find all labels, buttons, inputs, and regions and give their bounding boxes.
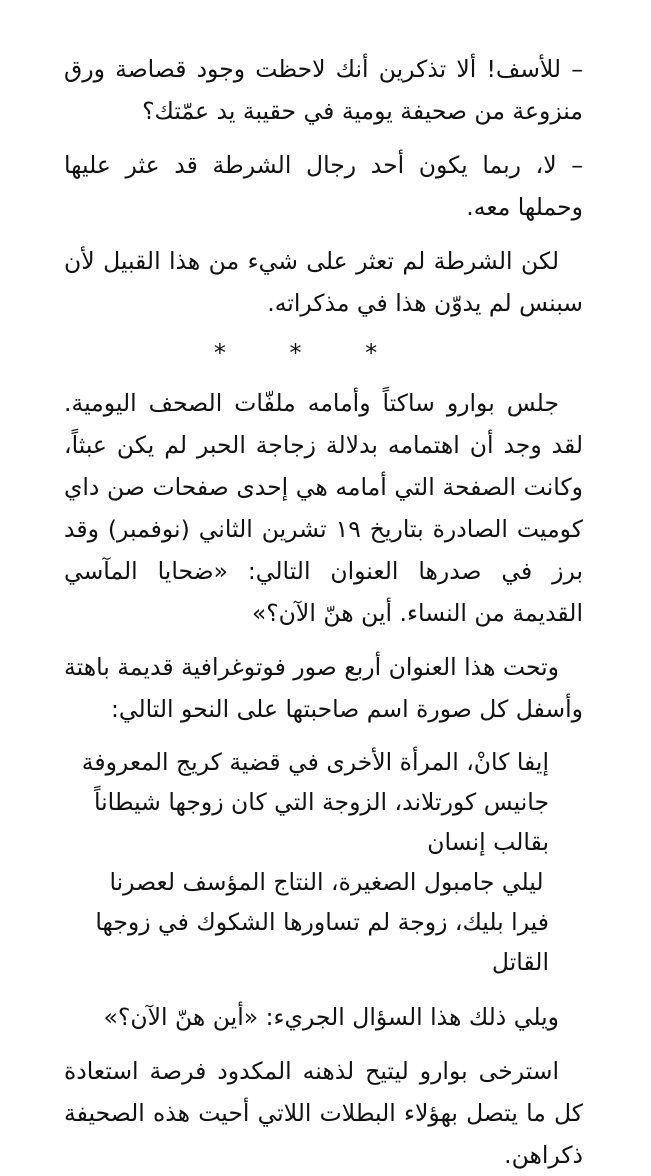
list-item: إيفا كانْ، المرأة الأخرى في قضية كريج المعروفة [81,748,549,776]
dialogue-paragraph-1: – للأسف! ألا تذكرين أنك لاحظت وجود قصاصة ورق منزوعة من صحيفة يومية في حقيبة يد عمّتك؟ [64,55,583,125]
photo-caption-list [64,742,583,982]
narrative-paragraph-5: استرخى بوارو ليتيح لذهنه المكدود فرصة استعادة كل ما يتصل بهؤلاء البطلات اللاتي أحيت هذه الصحيفة ذكراهن. [64,1057,583,1169]
narrative-paragraph-4: ويلي ذلك هذا السؤال الجريء: «أين هنّ الآن؟» [103,1003,559,1031]
list-item: ليلي جامبول الصغيرة، النتاج المؤسف لعصرنا [109,868,544,896]
section-separator: * * * [213,339,406,367]
dialogue-paragraph-2: – لا، ربما يكون أحد رجال الشرطة قد عثر عليها وحملها معه. [64,151,583,221]
list-item: فيرا بليك، زوجة لم تساورها الشكوك في زوجها القاتل [95,908,549,976]
narrative-paragraph-1: لكن الشرطة لم تعثر على شيء من هذا القبيل لأن سبنس لم يدوّن هذا في مذكراته. [64,247,583,317]
list-item: جانيس كورتلاند، الزوجة التي كان زوجها شيطاناً بقالب إنسان [93,788,549,856]
narrative-paragraph-3: وتحت هذا العنوان أربع صور فوتوغرافية قديمة باهتة وأسفل كل صورة اسم صاحبتها على النحو التالي: [64,653,583,723]
narrative-paragraph-2: جلس بوارو ساكتاً وأمامه ملفّات الصحف اليومية. لقد وجد أن اهتمامه بدلالة زجاجة الحبر لم يكن عبثاً، وكانت الصفحة التي أمامه هي إحدى صفحات صن داي كوميت الصادرة بتاريخ ١٩ تشرين الثاني (نوفمبر) وقد برز في صدرها العنوان التالي: «ضحايا المآسي القديمة من النساء. أين هنّ الآن؟» [64,389,583,627]
